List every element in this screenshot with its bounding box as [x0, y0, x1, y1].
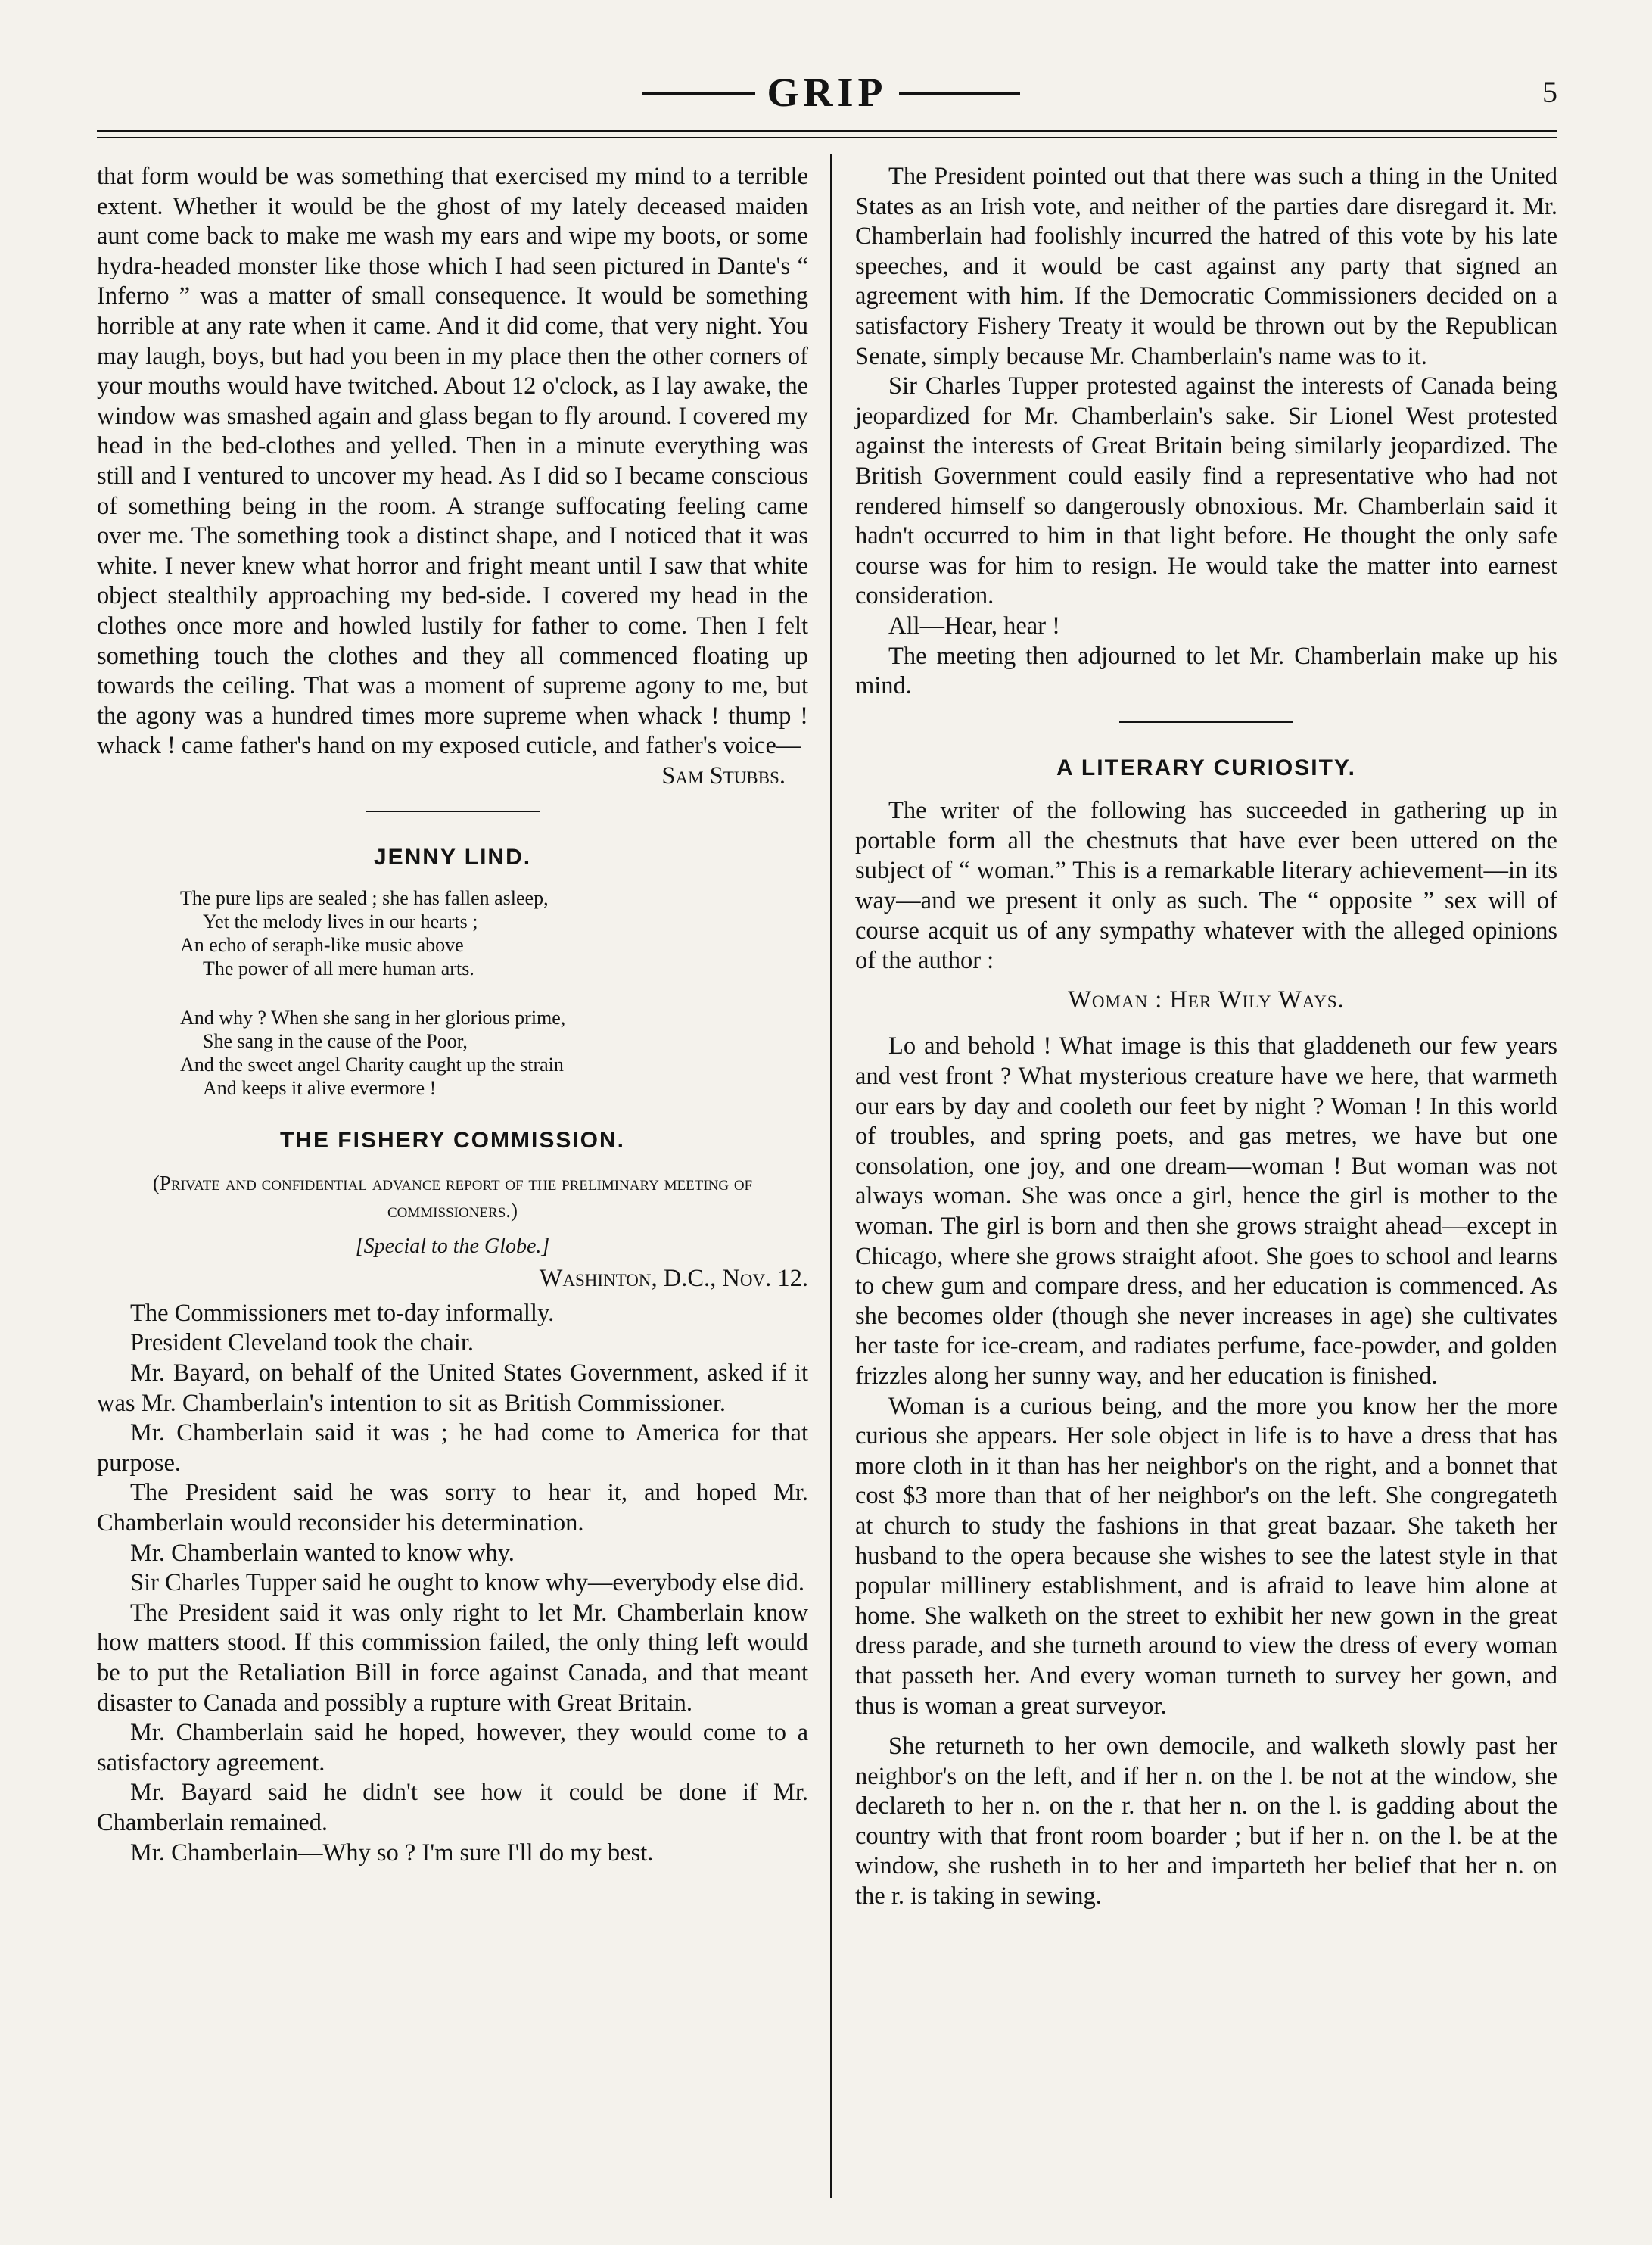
poem-line: She sang in the cause of the Poor, [203, 1030, 468, 1053]
masthead-rule-right [899, 92, 1020, 95]
woman-paragraph: She returneth to her own democile, and walketh slowly past her neighbor's on the left, and if her n. on the l. be not at the window, she declareth to her n. on the r. that her n. on the l. is gadding about the country with that front room boarder ; but if her n. on the l. be at the window, she rusheth in to her and imparteth her belief that her n. on the r. is taking in sewing. [855, 1733, 1557, 1910]
fishery-paragraph: Mr. Bayard said he didn't see how it could be done if Mr. Chamberlain remained. [97, 1779, 808, 1836]
signature: Sam Stubbs. [661, 761, 786, 789]
poem-stanza [180, 886, 808, 980]
page-number: 5 [1542, 75, 1557, 109]
fishery-subtitle: (Private and confidential advance report of the preliminary meeting of commissioners.) [152, 1171, 753, 1222]
woman-title: Woman : Her Wily Ways. [1068, 985, 1345, 1014]
fishery-paragraph: Mr. Chamberlain said he hoped, however, they would come to a satisfactory agreement. [97, 1719, 808, 1776]
masthead [97, 70, 1557, 115]
section-rule [1119, 721, 1293, 723]
fishery-paragraph: All—Hear, hear ! [888, 612, 1060, 640]
fishery-special: [Special to the Globe.] [355, 1234, 550, 1258]
fishery-paragraph: Mr. Chamberlain wanted to know why. [130, 1539, 515, 1567]
poem-line: And why ? When she sang in her glorious prime, [180, 1007, 566, 1029]
poem-line: And the sweet angel Charity caught up the strain [180, 1054, 564, 1076]
poem [180, 886, 808, 1100]
section-rule [366, 811, 540, 812]
fishery-paragraph: The meeting then adjourned to let Mr. Chamberlain make up his mind. [855, 642, 1557, 700]
fishery-title: THE FISHERY COMMISSION. [279, 1128, 626, 1154]
woman-paragraph: Lo and behold ! What image is this that gladdeneth our few years and vest front ? What mysterious creature have we here, that warmeth our ears by day and cooleth our feet by night ? Woman ! In this world of troubles, and spring poets, and gas metres, we have but one consolation, one joy, and one dream—woman ! But woman was not always woman. She was once a girl, hence the girl is mother to the woman. The girl is born and then she grows straight ahead—except in Chicago, where she grows straight afoot. She goes to school and learns to chew gum and compare dress, and her education is commenced. As she becomes older (though she never increases in age) she cultivates her taste for ice-cream, and radiates perfume, face-powder, and golden frizzles along her sunny way, and her education is finished. [855, 1032, 1557, 1390]
left-column [97, 162, 808, 1868]
fishery-paragraph: Sir Charles Tupper protested against the interests of Canada being jeopardized for Mr. Chamberlain's sake. Sir Lionel West protested against the interests of Great Britain being similarly jeopardized. The British Government could easily find a representative who had not rendered himself so dangerously obnoxious. Mr. Chamberlain said it hadn't occurred to him in that light before. He thought the only safe course was for him to resign. He would take the matter into earnest consideration. [855, 372, 1557, 610]
fishery-paragraph: Mr. Chamberlain—Why so ? I'm sure I'll do my best. [130, 1839, 654, 1867]
fishery-paragraph: Sir Charles Tupper said he ought to know why—everybody else did. [130, 1569, 804, 1597]
poem-line: Yet the melody lives in our hearts ; [203, 911, 478, 933]
curiosity-intro: The writer of the following has succeeded in gathering up in portable form all the chestnuts that have ever been uttered on the subject of “ woman.” This is a remarkable literary achievement—in its way—and we present it only as such. The “ opposite ” sex will of course acquit us of any sympathy whatever with the alleged opinions of the author : [855, 797, 1557, 975]
story-paragraph: that form would be was something that exercised my mind to a terrible extent. Whether it would be the ghost of my lately deceased maiden aunt come back to make me wash my ears and wipe my boots, or some hydra-headed monster like those which I had seen pictured in Dante's “ Inferno ” was a matter of small consequence. It would be something horrible at any rate when it came. And it did come, that very night. You may laugh, boys, but had you been in my place then the other corners of your mouths would have twitched. About 12 o'clock, as I lay awake, the window was smashed again and glass began to fly around. I covered my head in the bed-clothes and yelled. Then in a minute everything was still and I ventured to uncover my head. As I did so I became conscious of something being in the room. A strange suffocating feeling came over me. The something took a distinct shape, and I noticed that it was white. I never knew what horror and fright meant until I saw that white object stealthily approaching my bed-side. I covered my head in the clothes once more and howled lustily for father to come. Then I felt something touch the clothes and they all commenced floating up towards the ceiling. That was a moment of supreme agony to me, but the agony was a hundred times more supreme when whack ! thump ! whack ! came father's hand on my exposed cuticle, and father's voice— [97, 163, 808, 760]
fishery-paragraph: Mr. Chamberlain said it was ; he had come to America for that purpose. [97, 1419, 808, 1477]
fishery-paragraph: President Cleveland took the chair. [130, 1329, 474, 1357]
fishery-paragraph: The President said it was only right to let Mr. Chamberlain know how matters stood. If this commission failed, the only thing left would be to put the Retaliation Bill in force against Canada, and that meant disaster to Canada and possibly a rupture with Great Britain. [97, 1599, 808, 1717]
column-divider [830, 154, 832, 2198]
header-rule-thin [97, 137, 1557, 138]
fishery-paragraph: The President said he was sorry to hear it, and hoped Mr. Chamberlain would reconsider his determination. [97, 1479, 808, 1537]
woman-paragraph: Woman is a curious being, and the more you know her the more curious she appears. Her sole object in life is to have a dress that has more cloth in it than has her neighbor's on the right, and a bonnet that cost $3 more than that of her neighbor's on the left. She congregateth at church to study the fashions in that great bazaar. She taketh her husband to the opera because she wishes to see the latest style in that popular millinery establishment, and is afraid to leave him alone at home. She walketh on the street to exhibit her new gown in the great dress parade, and she turneth around to view the dress of every woman that passeth her. And every woman turneth to survey her gown, and thus is woman a great surveyor. [855, 1392, 1557, 1720]
poem-line: And keeps it alive evermore ! [203, 1077, 437, 1100]
poem-line: An echo of seraph-like music above [180, 934, 464, 957]
fishery-paragraph: The Commissioners met to-day informally. [130, 1299, 555, 1327]
poem-title: JENNY LIND. [373, 845, 532, 870]
poem-line: The power of all mere human arts. [203, 957, 474, 980]
header-rule [97, 130, 1557, 132]
fishery-dateline: Washinton, D.C., Nov. 12. [539, 1265, 808, 1293]
masthead-title: GRIP [767, 70, 888, 115]
curiosity-title: A LITERARY CURIOSITY. [1056, 755, 1356, 780]
poem-line: The pure lips are sealed ; she has fallen asleep, [180, 887, 549, 910]
fishery-paragraph: The President pointed out that there was such a thing in the United States as an Irish vote, and neither of the parties dare disregard it. Mr. Chamberlain had foolishly incurred the hatred of this vote by his late speeches, and it would be cast against any party that signed an agreement with him. If the Democratic Commissioners decided on a satisfactory Fishery Treaty it would be thrown out by the Republican Senate, simply because Mr. Chamberlain's name was to it. [855, 163, 1557, 370]
right-column [855, 162, 1557, 1912]
poem-stanza [180, 1006, 808, 1100]
fishery-paragraph: Mr. Bayard, on behalf of the United States Government, asked if it was Mr. Chamberlain's intention to sit as British Commissioner. [97, 1359, 808, 1417]
